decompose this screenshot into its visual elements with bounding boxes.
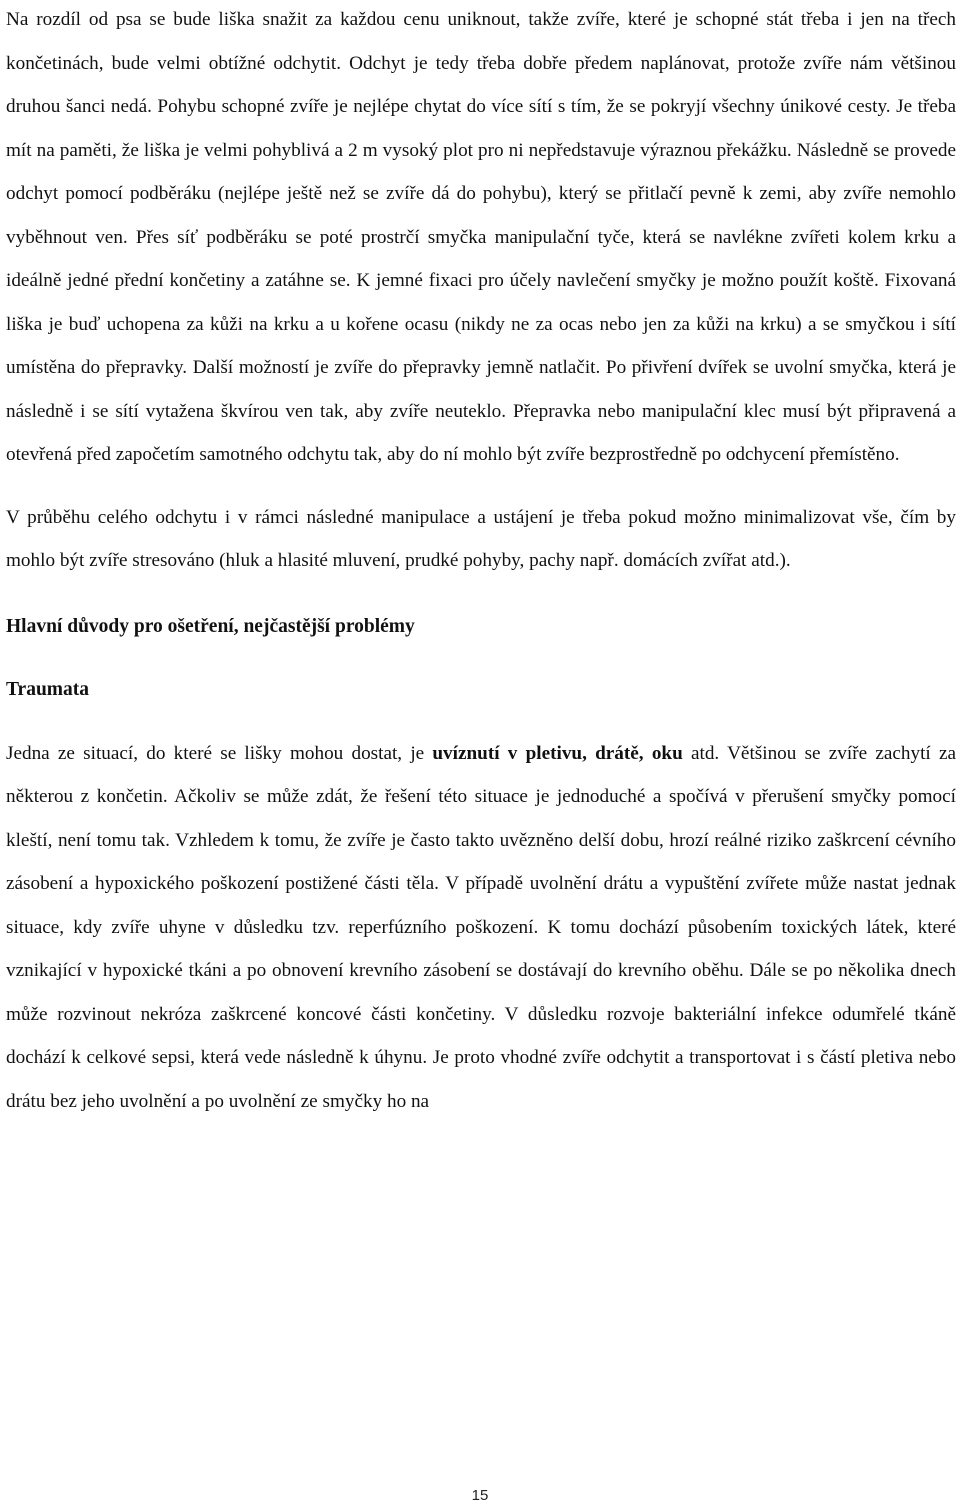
section-heading-main-reasons: Hlavní důvody pro ošetření, nejčastější problémy bbox=[6, 615, 415, 637]
paragraph-entanglement bbox=[6, 732, 956, 1124]
subheading-spacer-2 bbox=[6, 712, 956, 732]
paragraph-stress-minimization: V průběhu celého odchytu i v rámci následné manipulace a ustájení je třeba pokud možno minimalizovat vše, čím by mohlo být zvíře stresováno (hluk a hlasité mluvení, prudké pohyby, pachy např. domácích zvířat atd.). bbox=[6, 506, 956, 571]
subsection-heading-traumata: Traumata bbox=[6, 679, 90, 700]
heading-spacer bbox=[6, 583, 956, 605]
paragraph-capture-procedure: Na rozdíl od psa se bude liška snažit za každou cenu uniknout, takže zvíře, které je schopné stát třeba i jen na třech končetinách, bude velmi obtížné odchytit. Odchyt je tedy třeba dobře předem naplánovat, protože zvíře nám většinou druhou šanci nedá. Pohybu schopné zvíře je nejlépe chytat do více sítí s tím, že se pokryjí všechny únikové cesty. Je třeba mít na paměti, že liška je velmi pohyblivá a 2 m vysoký plot pro ni nepředstavuje výraznou překážku. Následně se provede odchyt pomocí podběráku (nejlépe ještě než se zvíře dá do pohybu), který se přitlačí pevně k zemi, aby zvíře nemohlo vyběhnout ven. Přes síť podběráku se poté prostrčí smyčka manipulační tyče, která se navlékne zvířeti kolem krku a ideálně jedné přední končetiny a zatáhne se. K jemné fixaci pro účely navlečení smyčky je možno použít koště. Fixovaná liška je buď uchopena za kůži na krku a u kořene ocasu (nikdy ne za ocas nebo jen za kůži na krku) a se smyčkou i sítí umístěna do přepravky. Další možností je zvíře do přepravky jemně natlačit. Po přivření dvířek se uvolní smyčka, která je následně i se sítí vytažena škvírou ven tak, aby zvíře neuteklo. Přepravka nebo manipulační klec musí být připravená a otevřená před započetím samotného odchytu tak, aby do ní mohlo být zvíře bezprostředně po odchycení přemístěno. bbox=[6, 9, 956, 465]
subheading-spacer bbox=[6, 648, 956, 668]
emphasis-entanglement-types: uvíznutí v pletivu, drátě, oku bbox=[432, 742, 683, 764]
document-body bbox=[6, 0, 956, 1123]
paragraph-entanglement-lead: Jedna ze situací, do které se lišky mohou dostat, je bbox=[6, 742, 433, 764]
paragraph-spacer bbox=[6, 477, 956, 496]
page-number: 15 bbox=[471, 1487, 489, 1504]
paragraph-entanglement-body: atd. Většinou se zvíře zachytí za některou z končetin. Ačkoliv se může zdát, že řešení této situace je jednoduché a spočívá v přerušení smyčky pomocí kleští, není tomu tak. Vzhledem k tomu, že zvíře je často takto uvězněno delší dobu, hrozí reálné riziko zaškrcení cévního zásobení a hypoxického poškození postižené části těla. V případě uvolnění drátu a vypuštění zvířete může nastat jednak situace, kdy zvíře uhyne v důsledku tzv. reperfúzního poškození. K tomu dochází působením toxických látek, které vznikající v hypoxické tkáni a po obnovení krevního zásobení se dostávají do krevního oběhu. Dále se po několika dnech může rozvinout nekróza zaškrcené koncové části končetiny. V důsledku rozvoje bakteriální infekce odumřelé tkáně dochází k celkové sepsi, která vede následně k úhynu. Je proto vhodné zvíře odchytit a transportovat i s částí pletiva nebo drátu bez jeho uvolnění a po uvolnění ze smyčky ho na bbox=[6, 742, 956, 1112]
